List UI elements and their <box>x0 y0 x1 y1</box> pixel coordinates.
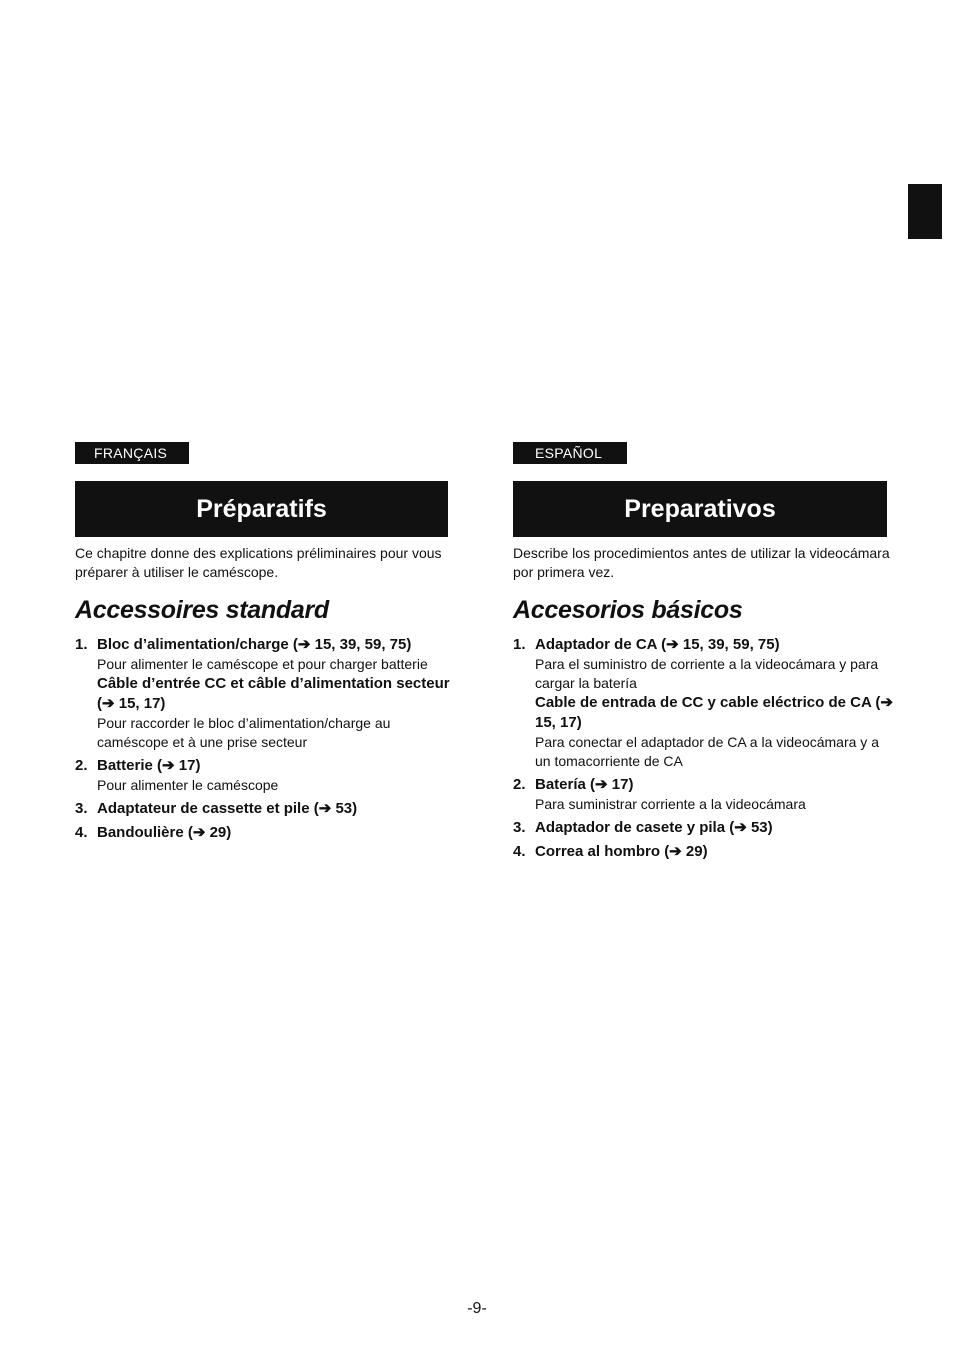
item-title: Correa al hombro (➔ 29) <box>535 843 708 860</box>
list-item <box>513 842 893 862</box>
list-item <box>513 775 893 814</box>
language-label-french: FRANÇAIS <box>75 442 189 464</box>
section-title-spanish: Preparativos <box>513 481 887 537</box>
spanish-column <box>513 442 893 862</box>
item-number: 1. <box>75 636 88 653</box>
item-number: 4. <box>75 824 88 841</box>
list-item <box>75 823 455 843</box>
list-item <box>513 635 893 771</box>
accessory-list-spanish <box>513 635 893 862</box>
section-title-french: Préparatifs <box>75 481 448 537</box>
list-item <box>75 799 455 819</box>
item-title: Batería (➔ 17) <box>535 776 634 793</box>
item-subtitle: Cable de entrada de CC y cable eléctrico de CA (➔ 15, 17) <box>535 694 893 731</box>
item-title: Adaptateur de cassette et pile (➔ 53) <box>97 800 358 817</box>
intro-text-spanish: Describe los procedimientos antes de utilizar la videocámara por primera vez. <box>513 545 890 580</box>
item-title: Bloc d’alimentation/charge (➔ 15, 39, 59, 75) <box>97 636 412 653</box>
item-number: 3. <box>75 800 88 817</box>
item-description: Para conectar el adaptador de CA a la videocámara y a un tomacorriente de CA <box>535 734 879 769</box>
item-number: 2. <box>75 757 88 774</box>
item-number: 4. <box>513 843 526 860</box>
item-description: Para suministrar corriente a la videocámara <box>535 796 806 812</box>
item-description: Pour raccorder le bloc d’alimentation/charge au caméscope et à une prise secteur <box>97 715 391 750</box>
item-description: Para el suministro de corriente a la videocámara y para cargar la batería <box>535 656 879 691</box>
page-thumb-tab <box>908 184 942 239</box>
item-description: Pour alimenter le caméscope et pour charger batterie <box>97 656 428 672</box>
item-title: Batterie (➔ 17) <box>97 757 201 774</box>
item-number: 2. <box>513 776 526 793</box>
item-number: 1. <box>513 636 526 653</box>
accessory-list-french <box>75 635 455 843</box>
language-label-spanish: ESPAÑOL <box>513 442 627 464</box>
list-item <box>513 818 893 838</box>
intro-text-french: Ce chapitre donne des explications préliminaires pour vous préparer à utiliser le caméscope. <box>75 545 442 580</box>
item-number: 3. <box>513 819 526 836</box>
subheading-spanish: Accesorios básicos <box>513 596 743 624</box>
item-subtitle: Câble d’entrée CC et câble d’alimentation secteur (➔ 15, 17) <box>97 675 450 712</box>
item-title: Adaptador de casete y pila (➔ 53) <box>535 819 773 836</box>
list-item <box>75 756 455 795</box>
page-number: -9- <box>467 1300 487 1317</box>
item-description: Pour alimenter le caméscope <box>97 777 279 793</box>
item-title: Bandoulière (➔ 29) <box>97 824 232 841</box>
subheading-french: Accessoires standard <box>75 596 329 624</box>
list-item <box>75 635 455 752</box>
item-title: Adaptador de CA (➔ 15, 39, 59, 75) <box>535 636 780 653</box>
french-column <box>75 442 455 843</box>
